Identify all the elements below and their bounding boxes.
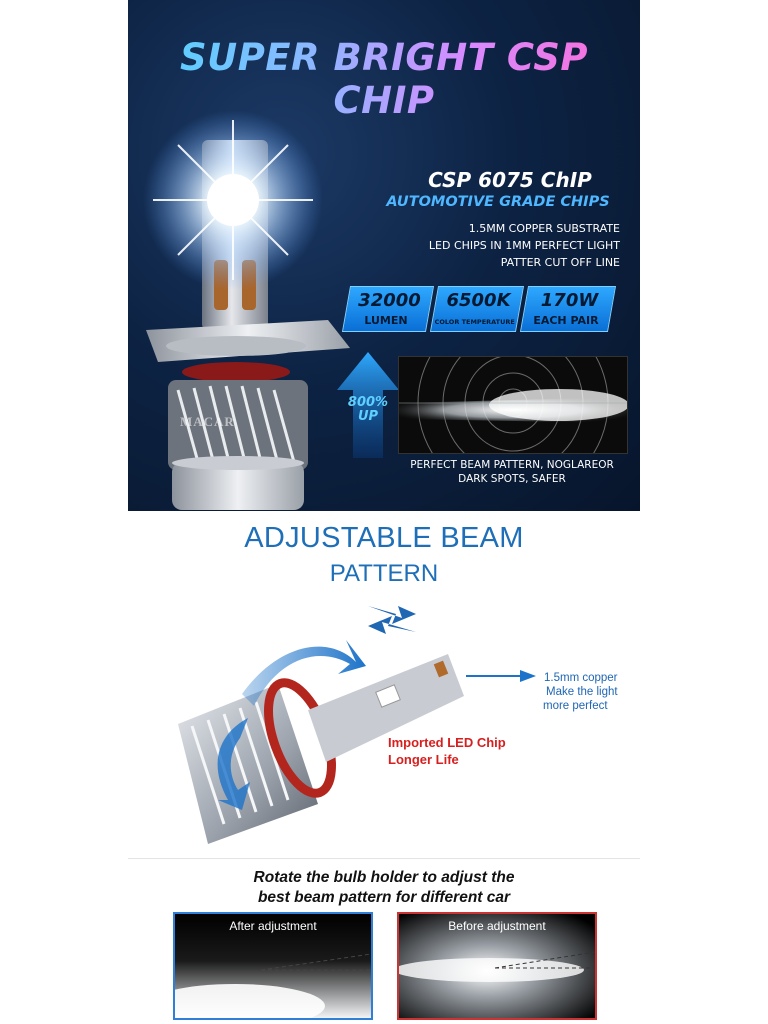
- led-note-line: Imported LED Chip: [388, 735, 506, 750]
- before-adjustment-photo: [397, 912, 597, 1020]
- beam-pattern-graphic: [399, 357, 627, 453]
- hero-panel: [128, 0, 640, 511]
- after-label: After adjustment: [229, 919, 317, 933]
- headline: SUPER BRIGHT CSP CHIP: [128, 36, 640, 122]
- badge-label: COLOR TEMPERATURE: [434, 318, 515, 326]
- section-divider: [128, 858, 640, 859]
- after-adjustment-photo: [173, 912, 373, 1020]
- color-temp-badge: [430, 286, 524, 332]
- copper-note-line: 1.5mm copper: [544, 672, 618, 684]
- increase-value: 800%: [347, 395, 389, 410]
- spec-lines: [398, 220, 620, 271]
- badge-value: 6500K: [446, 290, 511, 311]
- badge-value: 32000: [358, 290, 421, 311]
- beam-caption-line: DARK SPOTS, SAFER: [458, 473, 566, 485]
- copper-note-line: more perfect: [543, 700, 608, 712]
- adjust-instructions-line: Rotate the bulb holder to adjust the: [253, 869, 515, 886]
- beam-caption: [394, 458, 630, 486]
- increase-label: [338, 396, 398, 424]
- copper-note-line: Make the light: [546, 686, 618, 698]
- badge-label: LUMEN: [364, 314, 408, 327]
- adjust-instructions-line: best beam pattern for different car: [257, 889, 511, 906]
- badge-label: EACH PAIR: [533, 314, 599, 327]
- spec-line: 1.5MM COPPER SUBSTRATE: [468, 222, 620, 235]
- led-chip-note: [388, 734, 528, 768]
- adjustable-title: ADJUSTABLE BEAM: [244, 522, 524, 554]
- chip-title: CSP 6075 ChIP: [428, 168, 592, 192]
- badge-value: 170W: [540, 290, 599, 311]
- increase-suffix: UP: [357, 409, 379, 424]
- power-badge: [520, 286, 616, 332]
- lumen-badge: [342, 286, 434, 332]
- pointer-arrow-icon: [466, 668, 536, 684]
- chip-subtitle: AUTOMOTIVE GRADE CHIPS: [386, 194, 610, 210]
- adjustable-subtitle: PATTERN: [329, 560, 439, 587]
- before-label: Before adjustment: [448, 919, 546, 933]
- spec-line: PATTER CUT OFF LINE: [500, 256, 620, 269]
- spec-line: LED CHIPS IN 1MM PERFECT LIGHT: [428, 239, 620, 252]
- copper-note: [538, 671, 638, 713]
- beam-pattern-image: [398, 356, 628, 454]
- beam-caption-line: PERFECT BEAM PATTERN, NOGLAREOR: [410, 459, 614, 471]
- led-note-line: Longer Life: [388, 752, 459, 767]
- adjust-instructions: [128, 868, 640, 908]
- brand-watermark: MACAR: [180, 414, 235, 429]
